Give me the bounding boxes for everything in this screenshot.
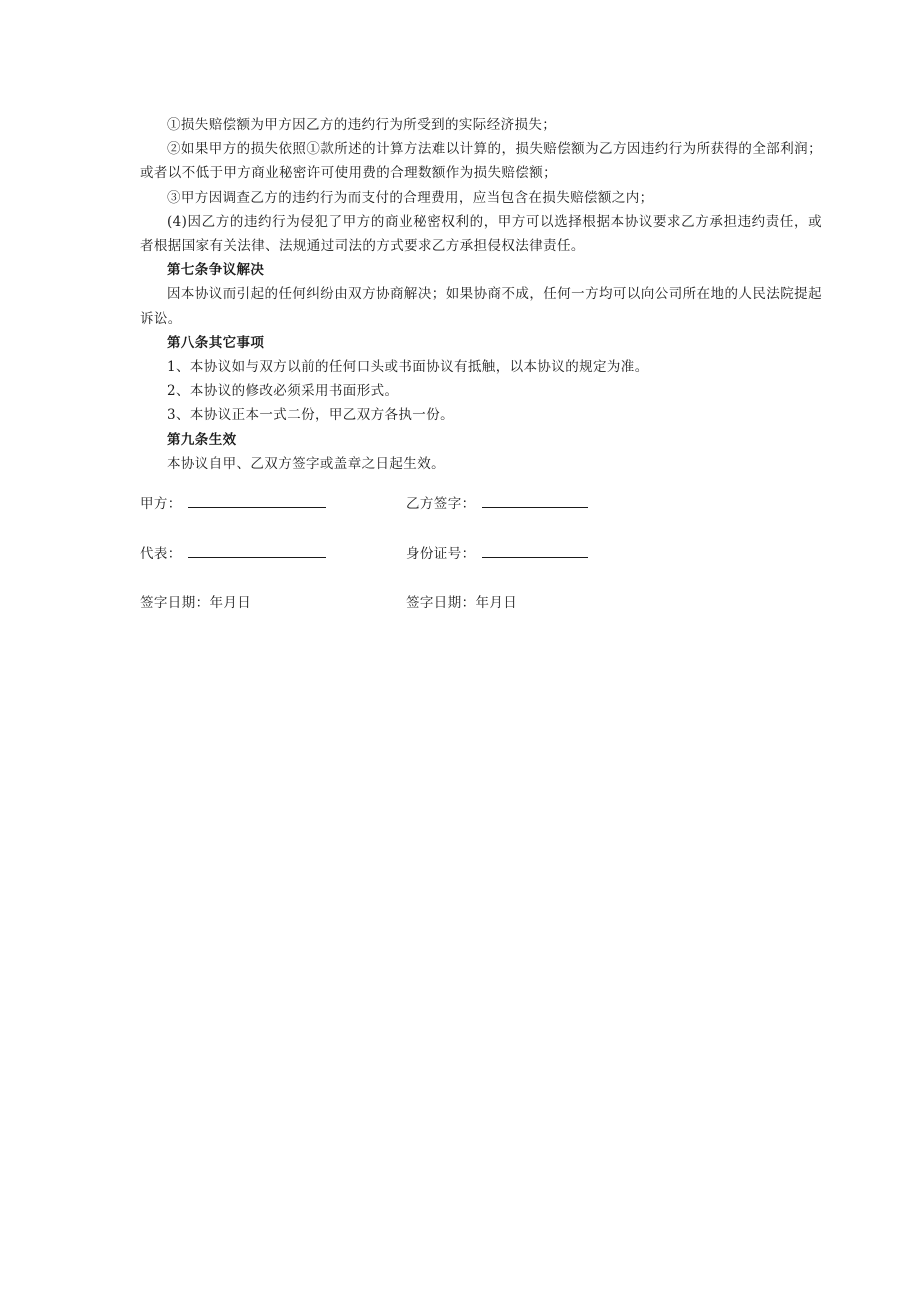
representative-blank-line [188,543,326,558]
article-8-title: 第八条其它事项 [167,334,265,351]
signature-block [140,492,822,641]
article-8-item-3: 3、本协议正本一式二份，甲乙双方各执一份。 [167,407,454,424]
article-7-title: 第七条争议解决 [167,262,265,279]
party-a-label: 甲方： [140,496,182,512]
signature-row-parties [140,492,822,542]
date-a-label: 签字日期：年月日 [140,595,252,611]
representative-label: 代表： [140,545,182,562]
party-a-blank-line [188,493,326,508]
article-8-item-1: 1、本协议如与双方以前的任何口头或书面协议有抵触，以本协议的规定为准。 [167,359,649,376]
id-number-field [406,542,588,562]
date-a-field [140,591,251,611]
party-b-blank-line [482,493,588,508]
id-number-label: 身份证号： [406,545,476,562]
article-9-body: 本协议自甲、乙双方签字或盖章之日起生效。 [167,455,445,472]
signature-row-identity [140,542,822,592]
compensation-item-4: (4)因乙方的违约行为侵犯了甲方的商业秘密权利的，甲方可以选择根据本协议要求乙方承担违约责任，或者根据国家有关法律、法规通过司法的方式要求乙方承担侵权法律责任。 [140,213,822,255]
signature-row-dates [140,591,822,641]
representative-field [140,542,326,562]
compensation-item-2: ②如果甲方的损失依照①款所述的计算方法难以计算的，损失赔偿额为乙方因违约行为所获得的全部利润；或者以不低于甲方商业秘密许可使用费的合理数额作为损失赔偿额； [140,141,822,182]
compensation-item-1: ①损失赔偿额为甲方因乙方的违约行为所受到的实际经济损失； [167,117,557,133]
party-b-label: 乙方签字： [406,496,476,512]
article-9-title: 第九条生效 [167,431,237,448]
id-number-blank-line [482,543,588,558]
compensation-item-3: ③甲方因调查乙方的违约行为而支付的合理费用，应当包含在损失赔偿额之内； [167,189,654,206]
article-7-body: 因本协议而引起的任何纠纷由双方协商解决；如果协商不成，任何一方均可以向公司所在地的人民法院提起诉讼。 [140,286,822,327]
party-a-field [140,492,326,512]
agreement-body [140,113,822,476]
article-8-item-2: 2、本协议的修改必须采用书面形式。 [167,383,399,400]
date-b-field [406,591,517,611]
date-b-label: 签字日期：年月日 [406,595,518,611]
party-b-field [406,492,588,512]
